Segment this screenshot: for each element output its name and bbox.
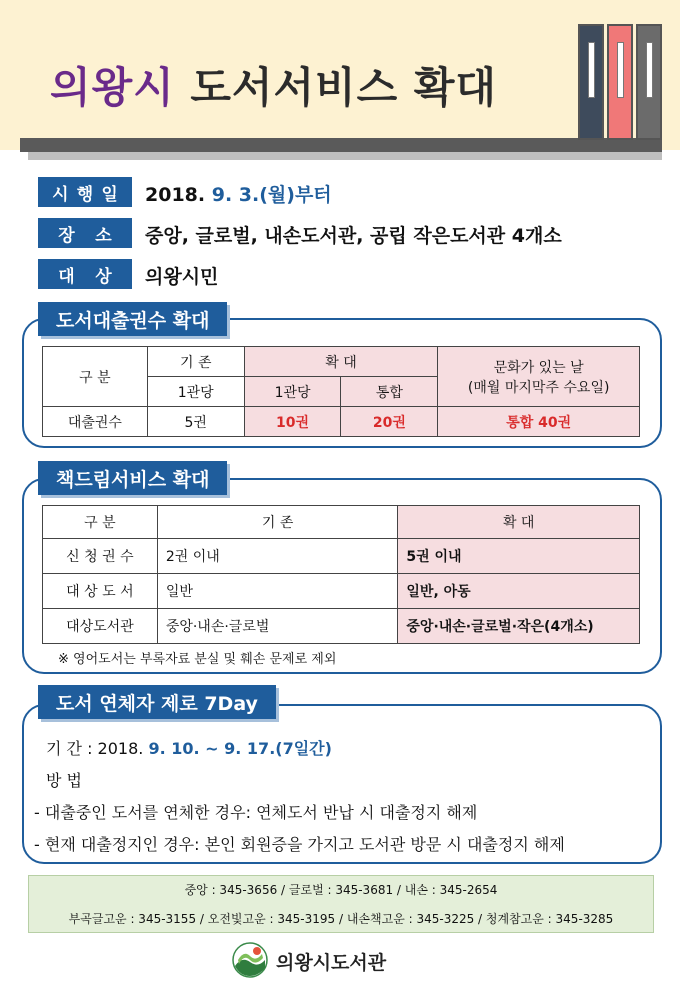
book-dream-table (42, 505, 640, 644)
row-existing: 5권 (147, 407, 244, 437)
place-label: 장 소 (38, 218, 132, 248)
method-label: 방 법 (46, 771, 82, 790)
english-books-note: ※ 영어도서는 부록자료 분실 및 훼손 문제로 제외 (58, 652, 337, 667)
row-label: 대출권수 (43, 407, 148, 437)
date-label: 시 행 일 (38, 177, 132, 207)
header-gubun: 구 분 (43, 347, 148, 407)
table-row: 대 상 도 서 일반 일반, 아동 (43, 574, 640, 609)
place-value: 중앙, 글로벌, 내손도서관, 공립 작은도서관 4개소 (145, 225, 562, 247)
row-expand-2: 20권 (341, 407, 438, 437)
binder-gray-icon (636, 24, 662, 140)
page-title (50, 55, 497, 115)
header-expand: 확 대 (244, 347, 438, 377)
section-book-dream-tab: 책드림서비스 확대 (38, 461, 227, 495)
section-loan-limit-tab: 도서대출권수 확대 (38, 302, 227, 336)
contact-line-1: 중앙 : 345-3656 / 글로벌 : 345-3681 / 내손 : 345-2654 (184, 883, 498, 897)
contact-box (28, 875, 654, 933)
header-expand: 확 대 (398, 506, 640, 539)
sub-existing-1: 1관당 (147, 377, 244, 407)
header-divider (20, 138, 662, 152)
target-label: 대 상 (38, 259, 132, 289)
target-value: 의왕시민 (145, 266, 219, 288)
section-zero-overdue-tab: 도서 연체자 제로 7Day (38, 685, 276, 719)
row-expand-1: 10권 (244, 407, 341, 437)
binder-pink-icon (607, 24, 633, 140)
sub-expand-2: 통합 (341, 377, 438, 407)
period-line: 기 간 : 2018. 9. 10. ~ 9. 17.(7일간) (46, 739, 332, 758)
loan-limit-table (42, 346, 640, 437)
library-name: 의왕시도서관 (276, 952, 387, 974)
book-binders-icon (578, 24, 662, 140)
library-logo-icon (232, 942, 268, 978)
table-row: 신 청 권 수 2권 이내 5권 이내 (43, 539, 640, 574)
contact-line-2: 부곡글고운 : 345-3155 / 오전빛고운 : 345-3195 / 내손책고운 : 345-3225 / 청계참고운 : 345-3285 (68, 912, 614, 926)
header-gubun: 구 분 (43, 506, 158, 539)
table-row: 대상도서관 중앙·내손·글로벌 중앙·내손·글로벌·작은(4개소) (43, 609, 640, 644)
header-culture-day: 문화가 있는 날 (매월 마지막주 수요일) (438, 347, 640, 407)
header-existing: 기 존 (157, 506, 398, 539)
row-culture: 통합 40권 (438, 407, 640, 437)
method-item-1: - 대출중인 도서를 연체한 경우: 연체도서 반납 시 대출정지 해제 (34, 803, 478, 822)
header-existing: 기 존 (147, 347, 244, 377)
header-divider-shadow (28, 152, 662, 160)
title-highlight: 의왕시 (50, 63, 175, 112)
method-item-2: - 현재 대출정지인 경우: 본인 회원증을 가지고 도서관 방문 시 대출정지 해제 (34, 835, 565, 854)
title-rest: 도서서비스 확대 (190, 63, 497, 112)
sub-expand-1: 1관당 (244, 377, 341, 407)
date-value: 2018. 9. 3.(월)부터 (145, 184, 332, 206)
binder-dark-icon (578, 24, 604, 140)
